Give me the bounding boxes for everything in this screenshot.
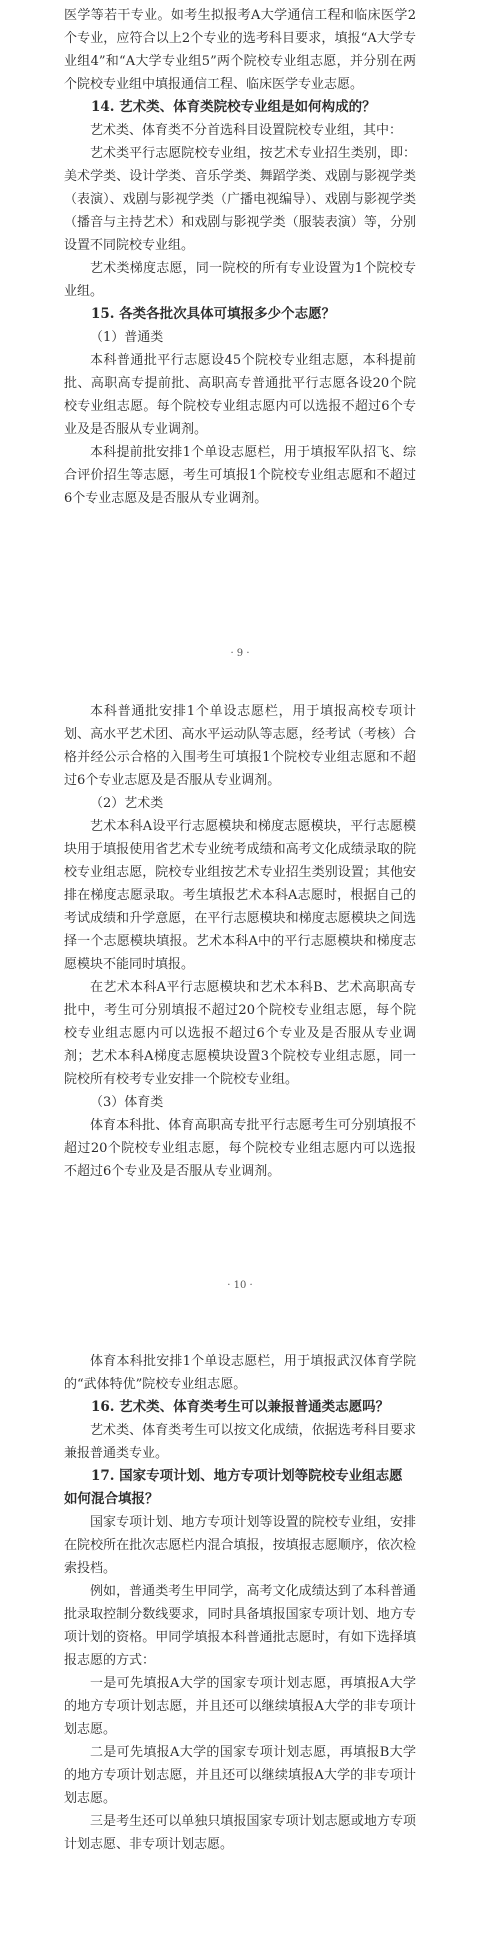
section-heading-16: 16. 艺术类、体育类考生可以兼报普通类志愿吗？ bbox=[91, 1399, 390, 1415]
paragraph: 艺术本科A设平行志愿模块和梯度志愿模块，平行志愿模块用于填报使用省艺术专业统考成绩和高考文化成绩录取的院校专业组志愿，院校专业组按艺术专业招生类别设置；其他安排在梯度志愿录取。考生填报艺术本科A志愿时，根据自己的考试成绩和升学意愿，在平行志愿模块和梯度志愿模块之间选择一个志愿模块填报。艺术本科A中的平行志愿模块和梯度志愿模块不能同时填报。 bbox=[64, 819, 416, 972]
paragraph: 本科提前批安排1个单设志愿栏，用于填报军队招飞、综合评价招生等志愿，考生可填报1个院校专业组志愿和不超过6个专业志愿及是否服从专业调剂。 bbox=[64, 445, 416, 506]
document-page-9 bbox=[0, 0, 480, 659]
paragraph: 国家专项计划、地方专项计划等设置的院校专业组，安排在院校所在批次志愿栏内混合填报，按填报志愿顺序，依次检索投档。 bbox=[64, 1515, 416, 1576]
document-page-11 bbox=[0, 1350, 480, 1856]
document-page-10 bbox=[0, 700, 480, 1291]
paragraph: 一是可先填报A大学的国家专项计划志愿，再填报A大学的地方专项计划志愿，并且还可以继续填报A大学的非专项计划志愿。 bbox=[64, 1676, 416, 1737]
subheading-art: （2）艺术类 bbox=[90, 796, 164, 811]
section-heading-17: 17. 国家专项计划、地方专项计划等院校专业组志愿如何混合填报？ bbox=[64, 1468, 403, 1507]
paragraph: 例如，普通类考生甲同学，高考文化成绩达到了本科普通批录取控制分数线要求，同时具备填报国家专项计划、地方专项计划的资格。甲同学填报本科普通批志愿时，有如下选择填报志愿的方式： bbox=[64, 1584, 416, 1668]
paragraph: 在艺术本科A平行志愿模块和艺术本科B、艺术高职高专批中，考生可分别填报不超过20个院校专业组志愿，每个院校专业组志愿内可以选报不超过6个专业及是否服从专业调剂；艺术本科A梯度志愿模块设置3个院校专业组志愿，同一院校所有校考专业安排一个院校专业组。 bbox=[64, 980, 416, 1087]
paragraph: 医学等若干专业。如考生拟报考A大学通信工程和临床医学2个专业，应符合以上2个专业的选考科目要求，填报“A大学专业组4”和“A大学专业组5”两个院校专业组志愿，并分别在两个院校专业组中填报通信工程、临床医学专业志愿。 bbox=[64, 8, 416, 92]
paragraph: 二是可先填报A大学的国家专项计划志愿，再填报B大学的地方专项计划志愿，并且还可以继续填报A大学的非专项计划志愿。 bbox=[64, 1745, 416, 1806]
section-heading-15: 15. 各类各批次具体可填报多少个志愿？ bbox=[91, 306, 336, 322]
paragraph: 三是考生还可以单独只填报国家专项计划志愿或地方专项计划志愿、非专项计划志愿。 bbox=[64, 1814, 416, 1852]
paragraph: 艺术类平行志愿院校专业组，按艺术专业招生类别，即：美术学类、设计学类、音乐学类、舞蹈学类、戏剧与影视学类（表演）、戏剧与影视学类（广播电视编导）、戏剧与影视学类（播音与主持艺术）和戏剧与影视学类（服装表演）等，分别设置不同院校专业组。 bbox=[64, 146, 416, 253]
subheading-sports: （3）体育类 bbox=[90, 1095, 164, 1110]
section-heading-14: 14. 艺术类、体育类院校专业组是如何构成的？ bbox=[91, 99, 376, 115]
paragraph: 本科普通批平行志愿设45个院校专业组志愿，本科提前批、高职高专提前批、高职高专普通批平行志愿各设20个院校专业组志愿。每个院校专业组志愿内可以选报不超过6个专业及是否服从专业调剂。 bbox=[64, 353, 416, 437]
paragraph: 体育本科批、体育高职高专批平行志愿考生可分别填报不超过20个院校专业组志愿，每个院校专业组志愿内可以选报不超过6个专业及是否服从专业调剂。 bbox=[64, 1118, 416, 1179]
paragraph: 艺术类、体育类不分首选科目设置院校专业组，其中： bbox=[90, 123, 403, 138]
paragraph: 本科普通批安排1个单设志愿栏，用于填报高校专项计划、高水平艺术团、高水平运动队等志愿，经考试（考核）合格并经公示合格的入围考生可填报1个院校专业组志愿和不超过6个专业志愿及是否服从专业调剂。 bbox=[64, 704, 416, 788]
subheading-general: （1）普通类 bbox=[90, 330, 164, 345]
paragraph: 艺术类梯度志愿，同一院校的所有专业设置为1个院校专业组。 bbox=[64, 261, 416, 299]
page-number: · 10 · bbox=[227, 1280, 253, 1291]
paragraph: 体育本科批安排1个单设志愿栏，用于填报武汉体育学院的“武体特优”院校专业组志愿。 bbox=[64, 1354, 416, 1392]
page-number: · 9 · bbox=[230, 648, 250, 659]
paragraph: 艺术类、体育类考生可以按文化成绩，依据选考科目要求兼报普通类专业。 bbox=[64, 1423, 416, 1461]
